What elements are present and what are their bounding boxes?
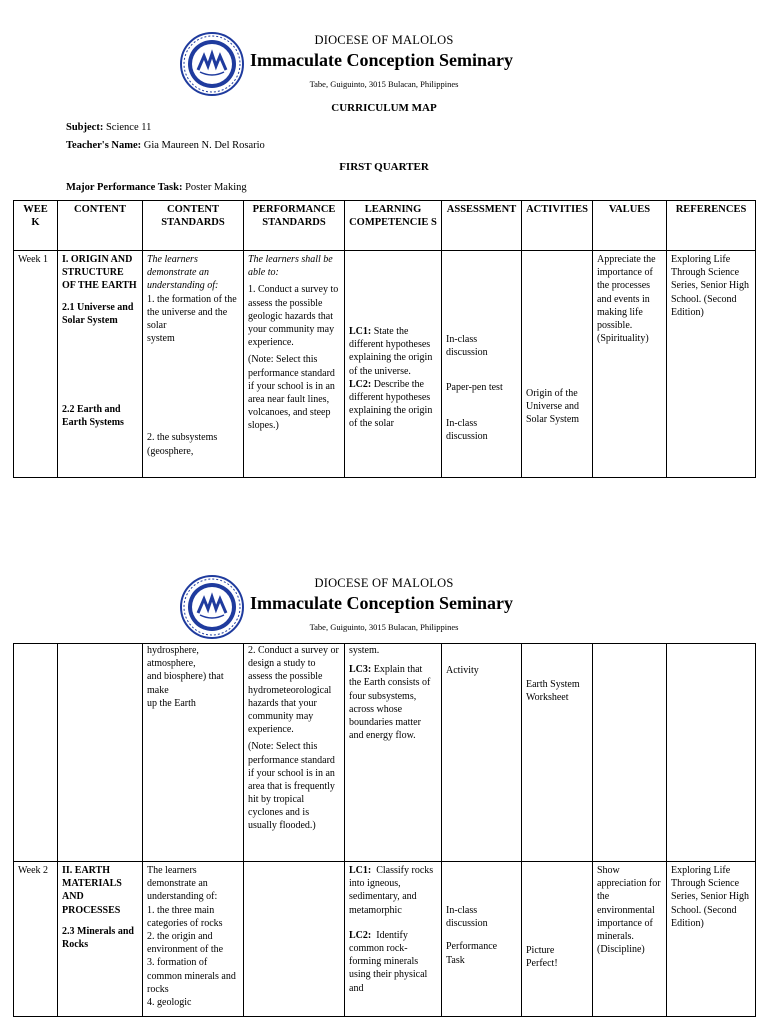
content-title: I. ORIGIN AND STRUCTURE OF THE EARTH: [62, 254, 137, 292]
content-standards-cell: [143, 644, 244, 862]
activities-cell: [522, 644, 593, 862]
assessment-item: Performance Task: [446, 941, 498, 966]
content-standard-item: and biosphere) that make: [147, 671, 224, 696]
performance-standard-item: 2. Conduct a survey or design a study to assess the possible hydrometeorological hazards that your community may experience.: [248, 645, 339, 736]
competency-lc2: [349, 929, 437, 995]
values-cell: Show appreciation for the environmental importance of minerals. (Discipline): [593, 862, 667, 1017]
content-standards-intro: The learners demonstrate an understanding of:: [147, 254, 219, 292]
performance-standards-cell: [244, 251, 345, 478]
content-standard-item: 1. the formation of the: [147, 293, 237, 305]
content-standards-cell: [143, 862, 244, 1017]
diocese-name: DIOCESE OF MALOLOS: [314, 576, 454, 590]
values-cell: Appreciate the importance of the processes and events in making life possible. (Spirituality): [593, 251, 667, 478]
table-row: [14, 644, 756, 862]
assessment-item: Paper-pen test: [446, 382, 503, 394]
school-name: Immaculate Conception Seminary: [250, 50, 513, 70]
week-cell: Week 2: [14, 862, 58, 1017]
performance-task-line: [66, 181, 247, 195]
competency-lc1: [349, 325, 437, 378]
school-name: Immaculate Conception Seminary: [250, 593, 513, 613]
content-standard-item: 4. geologic: [147, 996, 192, 1008]
diocese-name: DIOCESE OF MALOLOS: [314, 33, 454, 47]
col-header-week: WEE K: [14, 201, 58, 251]
table-header-row: [14, 201, 756, 251]
content-standard-item: hydrosphere,: [147, 645, 199, 656]
content-standard-item: up the Earth: [147, 697, 196, 709]
week-cell: [14, 644, 58, 862]
performance-standard-item: 1. Conduct a survey to assess the possible geologic hazards that your community may experience.: [248, 284, 339, 349]
content-subtopic: 2.1 Universe and Solar System: [62, 301, 134, 326]
page-header-2: [0, 575, 768, 645]
table-row: [14, 862, 756, 1017]
week-cell: Week 1: [14, 251, 58, 478]
assessment-cell: [442, 251, 522, 478]
subject-line: [66, 121, 151, 135]
content-standard-item: atmosphere,: [147, 658, 196, 670]
curriculum-map-table-1: [13, 200, 756, 478]
competency-label: LC2:: [349, 378, 372, 390]
document-title: CURRICULUM MAP: [331, 102, 437, 114]
col-header-content: CONTENT: [58, 201, 143, 251]
competency-text: State the different hypotheses explaining the origin of the universe.: [349, 326, 433, 377]
assessment-item: In-class discussion: [446, 417, 488, 442]
references-cell: Exploring Life Through Science Series, Senior High School. (Second Edition): [667, 862, 756, 1017]
content-cell: [58, 644, 143, 862]
page-header-1: [0, 32, 768, 102]
content-standard-item: the universe and the solar: [147, 306, 228, 331]
content-cell: [58, 862, 143, 1017]
content-subtopic: 2.3 Minerals and Rocks: [62, 925, 134, 950]
col-header-performance-standards: PERFORMANCE STANDARDS: [244, 201, 345, 251]
competency-label: LC2:: [349, 929, 372, 941]
quarter-title: FIRST QUARTER: [339, 161, 429, 173]
col-header-assessment: ASSESSMENT: [442, 201, 522, 251]
activities-cell: [522, 862, 593, 1017]
performance-standards-intro: The learners shall be able to:: [248, 254, 333, 279]
competency-text: Classify rocks into igneous, sedimentary, and metamorphic: [349, 865, 434, 916]
content-title: II. EARTH MATERIALS AND PROCESSES: [62, 865, 122, 916]
content-standard-item: 2. the origin and environment of the: [147, 930, 224, 956]
competency-text: Explain that the Earth consists of four subsystems, across whose boundaries matter and energy flow.: [349, 664, 431, 742]
subject-label: Subject:: [66, 122, 104, 133]
teacher-line: [66, 139, 265, 153]
assessment-item: In-class discussion: [446, 905, 488, 930]
competency-lc3: [349, 663, 437, 742]
content-standard-item: 2. the subsystems (geosphere,: [147, 432, 218, 457]
content-standard-item: system: [147, 333, 175, 345]
col-header-references: REFERENCES: [667, 201, 756, 251]
competency-label: LC1:: [349, 326, 372, 337]
teacher-value: Gia Maureen N. Del Rosario: [143, 140, 265, 151]
table-row: [14, 251, 756, 478]
school-address: Tabe, Guiguinto, 3015 Bulacan, Philippines: [309, 622, 459, 632]
performance-standard-note: (Note: Select this performance standard if your school is in an area that is frequently hit by tropical cyclones and is usually flooded.): [248, 741, 335, 832]
col-header-content-standards: CONTENT STANDARDS: [143, 201, 244, 251]
activities-cell: [522, 251, 593, 478]
competency-continued: system.: [349, 645, 380, 656]
col-header-learning-competencies: LEARNING COMPETENCIE S: [345, 201, 442, 251]
performance-standard-note: (Note: Select this performance standard if your school is in an area near fault lines, volcanoes, and steep slopes.): [248, 354, 335, 432]
subject-value: Science 11: [105, 122, 152, 133]
curriculum-map-table-2: [13, 643, 756, 1017]
col-header-values: VALUES: [593, 201, 667, 251]
competency-label: LC1:: [349, 865, 372, 876]
learning-competencies-cell: [345, 644, 442, 862]
content-cell: [58, 251, 143, 478]
competency-text: Identify common rock-forming minerals using their physical and: [349, 929, 428, 994]
performance-standards-cell: [244, 862, 345, 1017]
competency-text: Describe the different hypotheses explaining the origin of the solar: [349, 378, 433, 430]
teacher-label: Teacher's Name:: [66, 140, 142, 151]
content-standards-cell: [143, 251, 244, 478]
competency-lc2: [349, 378, 437, 431]
performance-task-label: Major Performance Task:: [66, 182, 183, 193]
activity-item: Origin of the Universe and Solar System: [526, 388, 580, 426]
content-standard-item: 1. the three main categories of rocks: [147, 904, 223, 929]
competency-lc1: [349, 864, 437, 917]
assessment-item: In-class discussion: [446, 334, 488, 359]
content-standards-intro: The learners demonstrate an understanding of:: [147, 865, 218, 903]
learning-competencies-cell: [345, 862, 442, 1017]
activity-item: Picture Perfect!: [526, 945, 558, 970]
references-cell: [667, 644, 756, 862]
competency-label: LC3:: [349, 664, 372, 676]
performance-standards-cell: [244, 644, 345, 862]
school-address: Tabe, Guiguinto, 3015 Bulacan, Philippines: [309, 79, 459, 89]
assessment-cell: [442, 862, 522, 1017]
assessment-item: Activity: [446, 665, 479, 676]
content-subtopic: 2.2 Earth and Earth Systems: [62, 403, 124, 429]
col-header-activities: ACTIVITIES: [522, 201, 593, 251]
content-standard-item: 3. formation of common minerals and rocks: [147, 957, 236, 995]
performance-task-value: Poster Making: [185, 182, 247, 193]
values-cell: [593, 644, 667, 862]
references-cell: Exploring Life Through Science Series, Senior High School. (Second Edition): [667, 251, 756, 478]
assessment-cell: [442, 644, 522, 862]
learning-competencies-cell: [345, 251, 442, 478]
activity-item: Earth System Worksheet: [526, 679, 580, 704]
